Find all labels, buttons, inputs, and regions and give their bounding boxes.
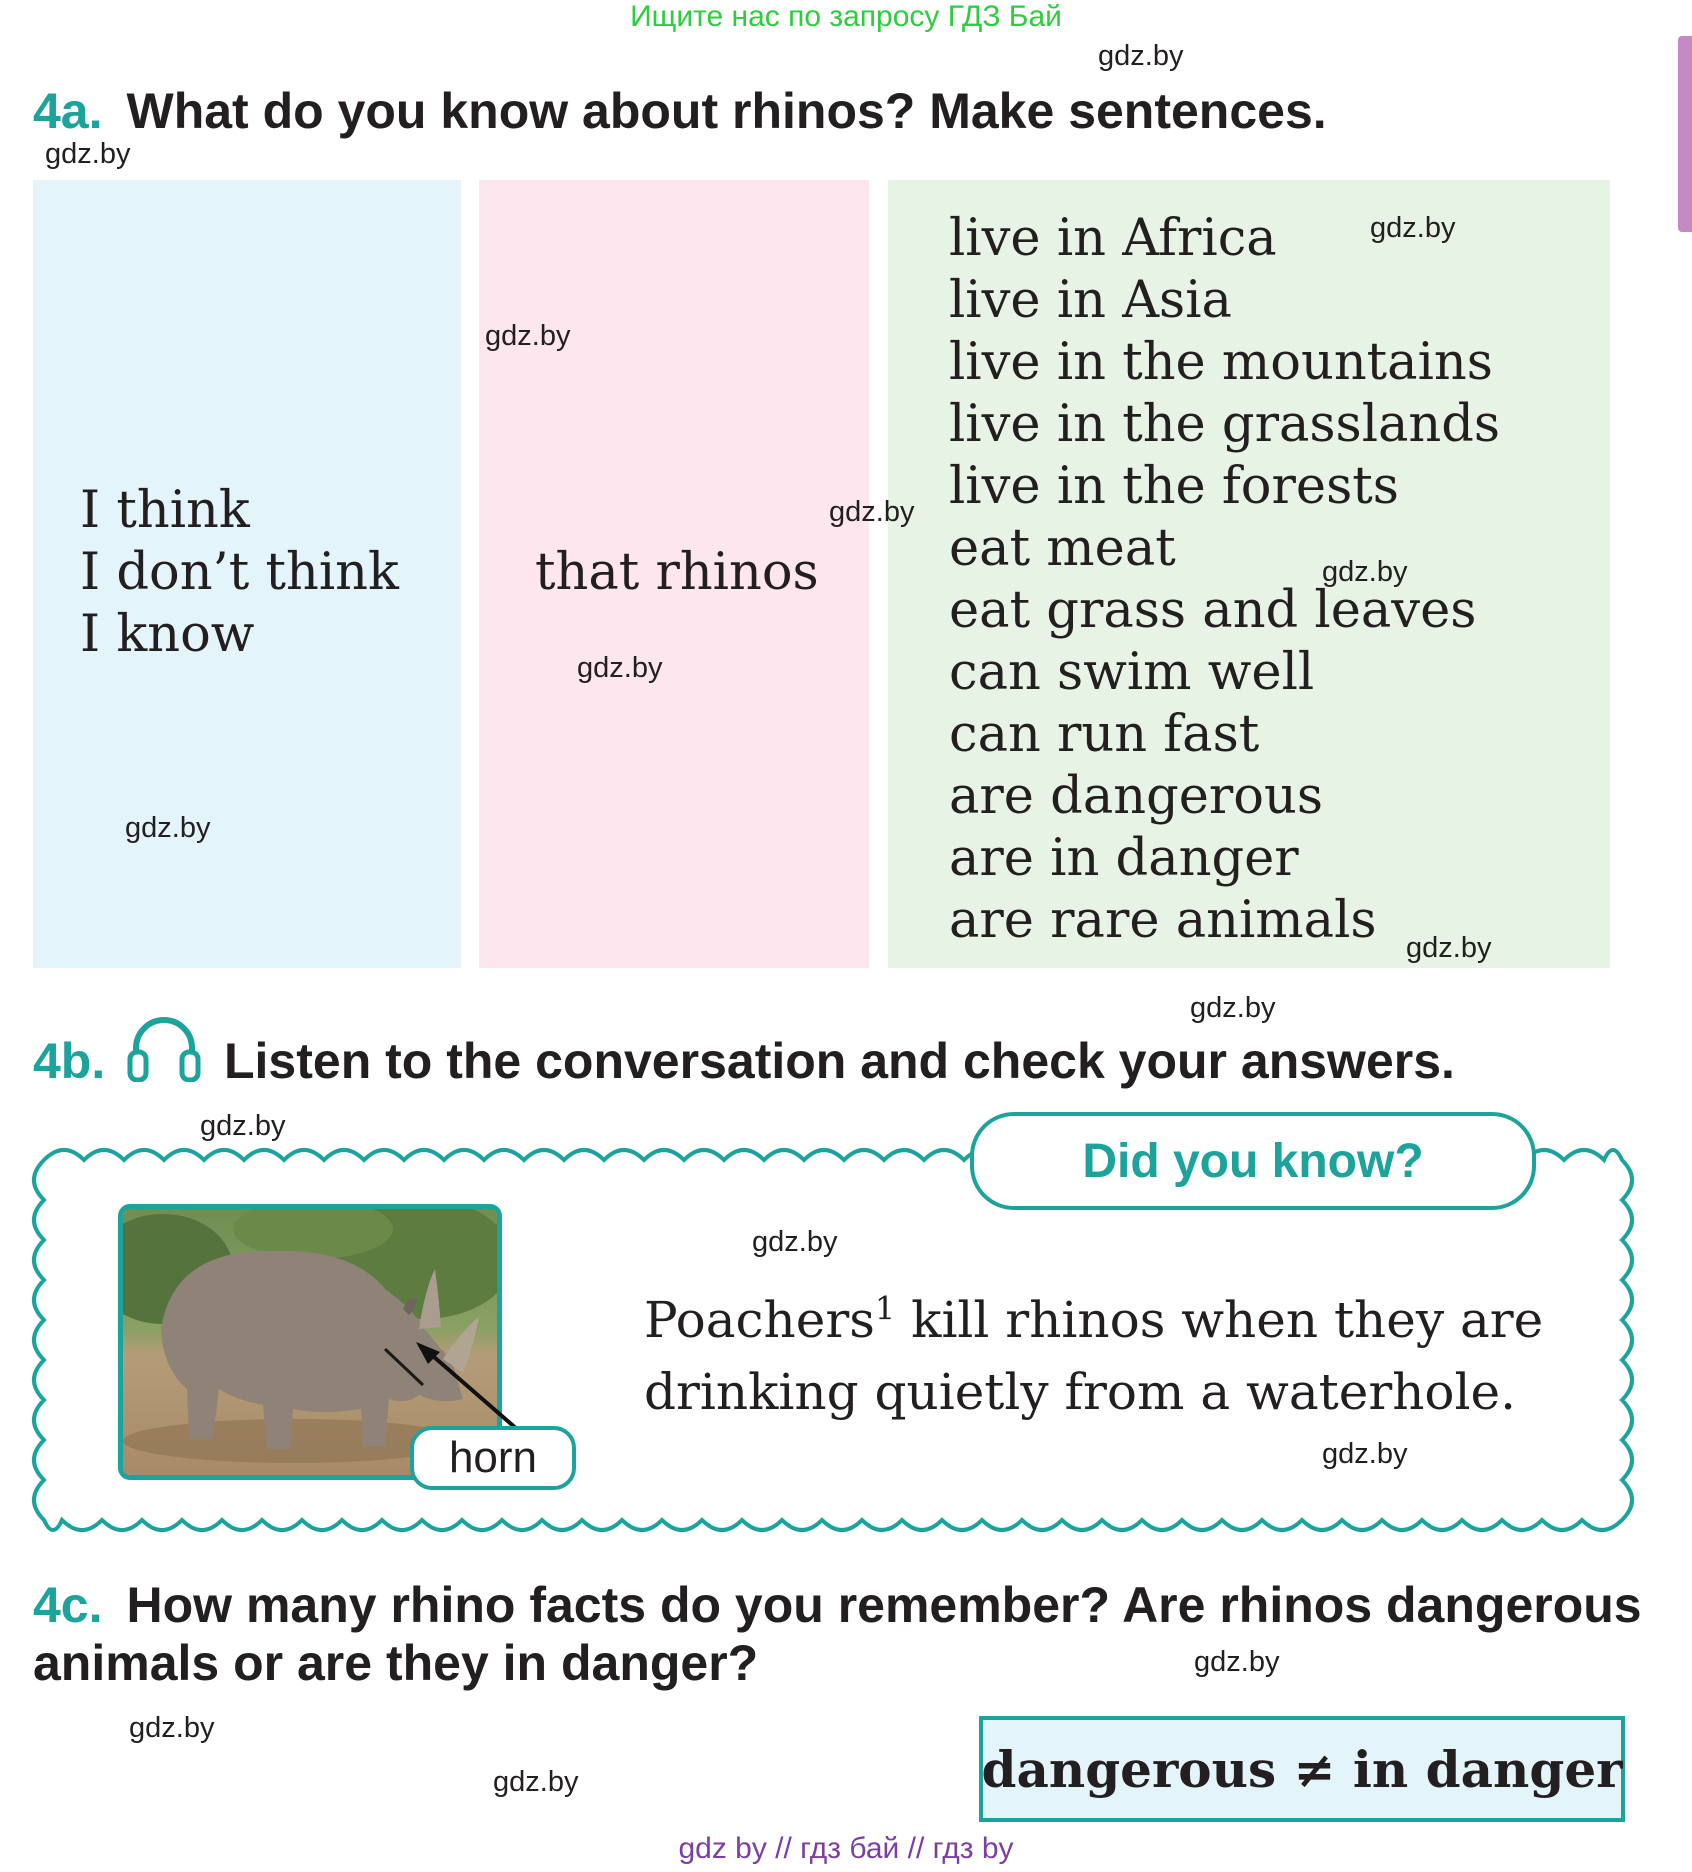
fact-phrase: live in the forests — [949, 457, 1399, 516]
fact-phrase: live in the grasslands — [949, 395, 1501, 454]
watermark: gdz.by — [1190, 992, 1276, 1024]
exercise-number-4b: 4b. — [33, 1033, 106, 1089]
exercise-4c-title-line-1: How many rhino facts do you remember? Are rhinos dangerous — [126, 1577, 1642, 1633]
opinion-phrase: I think — [80, 481, 250, 540]
watermark: gdz.by — [577, 652, 663, 684]
horn-pointer-arrow — [400, 1330, 540, 1440]
watermark: gdz.by — [1322, 556, 1408, 588]
fact-line-2: drinking quietly from a waterhole. — [644, 1363, 1516, 1421]
exercise-number-4a: 4a. — [33, 83, 103, 139]
watermark: gdz.by — [200, 1110, 286, 1142]
horn-label: horn — [410, 1426, 576, 1490]
neq-right: in danger — [1352, 1739, 1623, 1799]
dangerous-vs-in-danger-box — [979, 1716, 1625, 1822]
fact-phrase: are rare animals — [949, 891, 1377, 950]
watermark: gdz.by — [129, 1712, 215, 1744]
fact-phrase: live in the mountains — [949, 333, 1493, 392]
watermark: gdz.by — [1370, 212, 1456, 244]
exercise-number-4c: 4c. — [33, 1577, 103, 1633]
exercise-4a-title: What do you know about rhinos? Make sentences. — [126, 83, 1327, 139]
did-you-know-title: Did you know? — [970, 1112, 1536, 1210]
fact-line-1-rest: kill rhinos when they are — [895, 1291, 1544, 1349]
exercise-4c-title-line-2: animals or are they in danger? — [33, 1635, 759, 1691]
top-banner: Ищите нас по запросу ГДЗ Бай — [630, 0, 1062, 33]
fact-phrase: can swim well — [949, 643, 1315, 702]
fact-phrase: are dangerous — [949, 767, 1324, 826]
exercise-4c-heading — [33, 1576, 1642, 1634]
opinion-phrase: I know — [80, 605, 255, 664]
neq-left: dangerous — [981, 1739, 1277, 1799]
watermark: gdz.by — [752, 1226, 838, 1258]
fact-phrase: live in Asia — [949, 271, 1232, 330]
watermark: gdz.by — [829, 496, 915, 528]
watermark: gdz.by — [1194, 1646, 1280, 1678]
watermark: gdz.by — [1322, 1438, 1408, 1470]
watermark: gdz.by — [1406, 932, 1492, 964]
watermark: gdz.by — [1098, 40, 1184, 72]
fact-phrase: eat grass and leaves — [949, 581, 1477, 640]
watermark: gdz.by — [493, 1766, 579, 1798]
fact-phrase: are in danger — [949, 829, 1299, 888]
watermark: gdz.by — [485, 320, 571, 352]
footer-links: gdz by // гдз бай // гдз by — [678, 1832, 1014, 1865]
not-equal-symbol: ≠ — [1293, 1739, 1336, 1799]
footnote-marker: 1 — [874, 1289, 896, 1328]
fact-phrase: live in Africa — [949, 209, 1277, 268]
watermark: gdz.by — [125, 812, 211, 844]
fact-poachers: Poachers — [644, 1291, 875, 1349]
did-you-know-fact — [644, 1284, 1543, 1428]
opinion-phrase: I don’t think — [80, 543, 399, 602]
fact-phrase: eat meat — [949, 519, 1176, 578]
fact-phrase: can run fast — [949, 705, 1260, 764]
watermark: gdz.by — [45, 138, 131, 170]
exercise-4b-title: Listen to the conversation and check your answers. — [224, 1033, 1455, 1089]
subject-phrase: that rhinos — [535, 543, 819, 602]
